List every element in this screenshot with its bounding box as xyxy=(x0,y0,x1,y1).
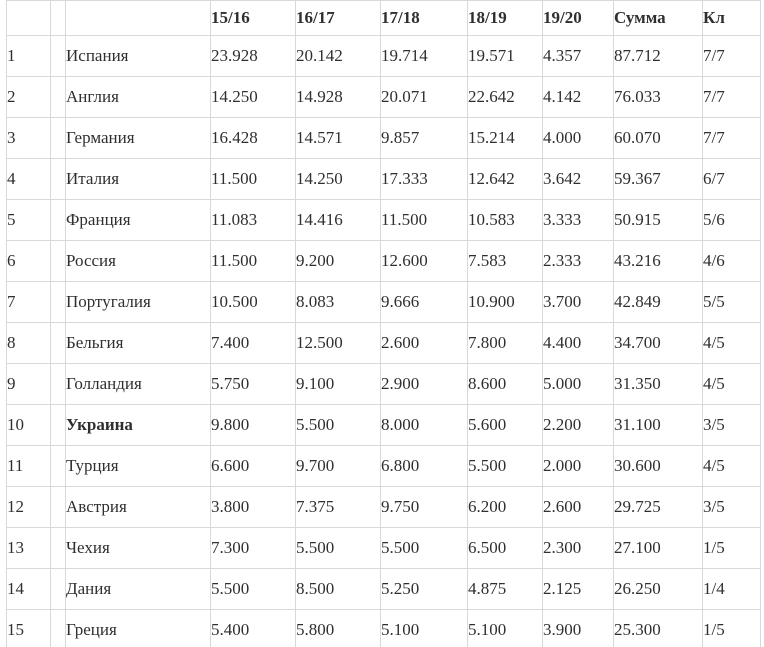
value-cell: 5.500 xyxy=(211,569,296,610)
value-cell: 34.700 xyxy=(614,323,703,364)
value-cell: 3.800 xyxy=(211,487,296,528)
header-cell-sum: Сумма xyxy=(614,1,703,36)
value-cell: 25.300 xyxy=(614,610,703,647)
value-cell: 5.500 xyxy=(296,405,381,446)
value-cell: 5.500 xyxy=(381,528,468,569)
value-cell: 14.250 xyxy=(211,77,296,118)
header-cell-spacer xyxy=(51,1,66,36)
table-row xyxy=(7,77,761,118)
value-cell: 3.642 xyxy=(543,159,614,200)
value-cell: 5.100 xyxy=(381,610,468,647)
value-cell: 42.849 xyxy=(614,282,703,323)
value-cell: 3/5 xyxy=(703,405,761,446)
value-cell: 4/5 xyxy=(703,323,761,364)
value-cell: 87.712 xyxy=(614,36,703,77)
table-row xyxy=(7,323,761,364)
rank-cell: 4 xyxy=(7,159,51,200)
country-cell: Англия xyxy=(66,77,211,118)
value-cell: 3.333 xyxy=(543,200,614,241)
value-cell: 1/4 xyxy=(703,569,761,610)
table-row xyxy=(7,200,761,241)
value-cell: 30.600 xyxy=(614,446,703,487)
value-cell: 2.600 xyxy=(381,323,468,364)
value-cell: 7.800 xyxy=(468,323,543,364)
header-cell-class: Кл xyxy=(703,1,761,36)
header-cell-season-19-20: 19/20 xyxy=(543,1,614,36)
country-cell: Турция xyxy=(66,446,211,487)
rank-cell: 15 xyxy=(7,610,51,647)
value-cell: 5.400 xyxy=(211,610,296,647)
table-row xyxy=(7,569,761,610)
value-cell: 43.216 xyxy=(614,241,703,282)
header-cell-country xyxy=(66,1,211,36)
rank-cell: 5 xyxy=(7,200,51,241)
spacer-cell xyxy=(51,323,66,364)
value-cell: 60.070 xyxy=(614,118,703,159)
header-cell-season-17-18: 17/18 xyxy=(381,1,468,36)
value-cell: 3.900 xyxy=(543,610,614,647)
table-row xyxy=(7,405,761,446)
value-cell: 31.350 xyxy=(614,364,703,405)
rank-cell: 14 xyxy=(7,569,51,610)
table-row xyxy=(7,610,761,647)
table-row xyxy=(7,159,761,200)
value-cell: 5.800 xyxy=(296,610,381,647)
value-cell: 7/7 xyxy=(703,77,761,118)
table-row xyxy=(7,282,761,323)
value-cell: 27.100 xyxy=(614,528,703,569)
uefa-country-coefficient-table xyxy=(6,0,761,647)
country-cell: Испания xyxy=(66,36,211,77)
value-cell: 26.250 xyxy=(614,569,703,610)
value-cell: 10.500 xyxy=(211,282,296,323)
country-cell: Бельгия xyxy=(66,323,211,364)
header-cell-season-16-17: 16/17 xyxy=(296,1,381,36)
header-cell-rank xyxy=(7,1,51,36)
value-cell: 12.642 xyxy=(468,159,543,200)
value-cell: 7.300 xyxy=(211,528,296,569)
value-cell: 10.583 xyxy=(468,200,543,241)
value-cell: 59.367 xyxy=(614,159,703,200)
value-cell: 6.600 xyxy=(211,446,296,487)
value-cell: 7.375 xyxy=(296,487,381,528)
value-cell: 11.500 xyxy=(381,200,468,241)
value-cell: 4/6 xyxy=(703,241,761,282)
value-cell: 9.800 xyxy=(211,405,296,446)
value-cell: 4.000 xyxy=(543,118,614,159)
value-cell: 31.100 xyxy=(614,405,703,446)
value-cell: 6/7 xyxy=(703,159,761,200)
spacer-cell xyxy=(51,487,66,528)
rank-cell: 1 xyxy=(7,36,51,77)
rank-cell: 8 xyxy=(7,323,51,364)
spacer-cell xyxy=(51,118,66,159)
spacer-cell xyxy=(51,200,66,241)
value-cell: 9.200 xyxy=(296,241,381,282)
value-cell: 5.000 xyxy=(543,364,614,405)
value-cell: 20.071 xyxy=(381,77,468,118)
table-body xyxy=(7,36,761,647)
value-cell: 12.600 xyxy=(381,241,468,282)
value-cell: 2.333 xyxy=(543,241,614,282)
value-cell: 5.750 xyxy=(211,364,296,405)
value-cell: 14.571 xyxy=(296,118,381,159)
value-cell: 4.875 xyxy=(468,569,543,610)
value-cell: 4.400 xyxy=(543,323,614,364)
rank-cell: 9 xyxy=(7,364,51,405)
country-cell: Австрия xyxy=(66,487,211,528)
value-cell: 5.500 xyxy=(296,528,381,569)
value-cell: 14.928 xyxy=(296,77,381,118)
country-cell: Германия xyxy=(66,118,211,159)
value-cell: 76.033 xyxy=(614,77,703,118)
value-cell: 7.400 xyxy=(211,323,296,364)
value-cell: 22.642 xyxy=(468,77,543,118)
table-row xyxy=(7,528,761,569)
spacer-cell xyxy=(51,405,66,446)
value-cell: 5.500 xyxy=(468,446,543,487)
spacer-cell xyxy=(51,364,66,405)
value-cell: 1/5 xyxy=(703,610,761,647)
header-row xyxy=(7,1,761,36)
value-cell: 11.083 xyxy=(211,200,296,241)
value-cell: 19.714 xyxy=(381,36,468,77)
header-cell-season-15-16: 15/16 xyxy=(211,1,296,36)
value-cell: 9.700 xyxy=(296,446,381,487)
header-cell-season-18-19: 18/19 xyxy=(468,1,543,36)
value-cell: 8.000 xyxy=(381,405,468,446)
value-cell: 4.142 xyxy=(543,77,614,118)
value-cell: 8.600 xyxy=(468,364,543,405)
country-cell: Чехия xyxy=(66,528,211,569)
value-cell: 4/5 xyxy=(703,364,761,405)
rank-cell: 10 xyxy=(7,405,51,446)
table-row xyxy=(7,241,761,282)
rank-cell: 3 xyxy=(7,118,51,159)
country-cell: Дания xyxy=(66,569,211,610)
value-cell: 23.928 xyxy=(211,36,296,77)
rank-cell: 2 xyxy=(7,77,51,118)
value-cell: 12.500 xyxy=(296,323,381,364)
value-cell: 6.500 xyxy=(468,528,543,569)
value-cell: 7/7 xyxy=(703,118,761,159)
value-cell: 3/5 xyxy=(703,487,761,528)
value-cell: 14.250 xyxy=(296,159,381,200)
rank-cell: 11 xyxy=(7,446,51,487)
value-cell: 7/7 xyxy=(703,36,761,77)
spacer-cell xyxy=(51,610,66,647)
value-cell: 9.857 xyxy=(381,118,468,159)
spacer-cell xyxy=(51,77,66,118)
spacer-cell xyxy=(51,36,66,77)
value-cell: 9.750 xyxy=(381,487,468,528)
value-cell: 14.416 xyxy=(296,200,381,241)
value-cell: 20.142 xyxy=(296,36,381,77)
spacer-cell xyxy=(51,159,66,200)
spacer-cell xyxy=(51,282,66,323)
value-cell: 2.300 xyxy=(543,528,614,569)
value-cell: 16.428 xyxy=(211,118,296,159)
value-cell: 5/5 xyxy=(703,282,761,323)
value-cell: 5.250 xyxy=(381,569,468,610)
rank-cell: 12 xyxy=(7,487,51,528)
country-cell: Греция xyxy=(66,610,211,647)
table-row xyxy=(7,118,761,159)
value-cell: 9.666 xyxy=(381,282,468,323)
rank-cell: 7 xyxy=(7,282,51,323)
value-cell: 7.583 xyxy=(468,241,543,282)
value-cell: 2.200 xyxy=(543,405,614,446)
value-cell: 9.100 xyxy=(296,364,381,405)
value-cell: 8.500 xyxy=(296,569,381,610)
value-cell: 6.800 xyxy=(381,446,468,487)
value-cell: 5/6 xyxy=(703,200,761,241)
value-cell: 4.357 xyxy=(543,36,614,77)
value-cell: 17.333 xyxy=(381,159,468,200)
value-cell: 29.725 xyxy=(614,487,703,528)
value-cell: 10.900 xyxy=(468,282,543,323)
country-cell: Португалия xyxy=(66,282,211,323)
value-cell: 19.571 xyxy=(468,36,543,77)
table-row xyxy=(7,446,761,487)
value-cell: 1/5 xyxy=(703,528,761,569)
value-cell: 2.900 xyxy=(381,364,468,405)
rank-cell: 13 xyxy=(7,528,51,569)
value-cell: 15.214 xyxy=(468,118,543,159)
country-cell: Франция xyxy=(66,200,211,241)
country-cell: Голландия xyxy=(66,364,211,405)
value-cell: 4/5 xyxy=(703,446,761,487)
value-cell: 3.700 xyxy=(543,282,614,323)
value-cell: 8.083 xyxy=(296,282,381,323)
country-cell: Украина xyxy=(66,405,211,446)
value-cell: 5.600 xyxy=(468,405,543,446)
spacer-cell xyxy=(51,446,66,487)
table-row xyxy=(7,36,761,77)
spacer-cell xyxy=(51,241,66,282)
value-cell: 11.500 xyxy=(211,159,296,200)
value-cell: 2.000 xyxy=(543,446,614,487)
rank-cell: 6 xyxy=(7,241,51,282)
value-cell: 2.600 xyxy=(543,487,614,528)
value-cell: 2.125 xyxy=(543,569,614,610)
value-cell: 5.100 xyxy=(468,610,543,647)
country-cell: Италия xyxy=(66,159,211,200)
table-row xyxy=(7,364,761,405)
table-row xyxy=(7,487,761,528)
value-cell: 11.500 xyxy=(211,241,296,282)
spacer-cell xyxy=(51,569,66,610)
value-cell: 6.200 xyxy=(468,487,543,528)
spacer-cell xyxy=(51,528,66,569)
value-cell: 50.915 xyxy=(614,200,703,241)
country-cell: Россия xyxy=(66,241,211,282)
